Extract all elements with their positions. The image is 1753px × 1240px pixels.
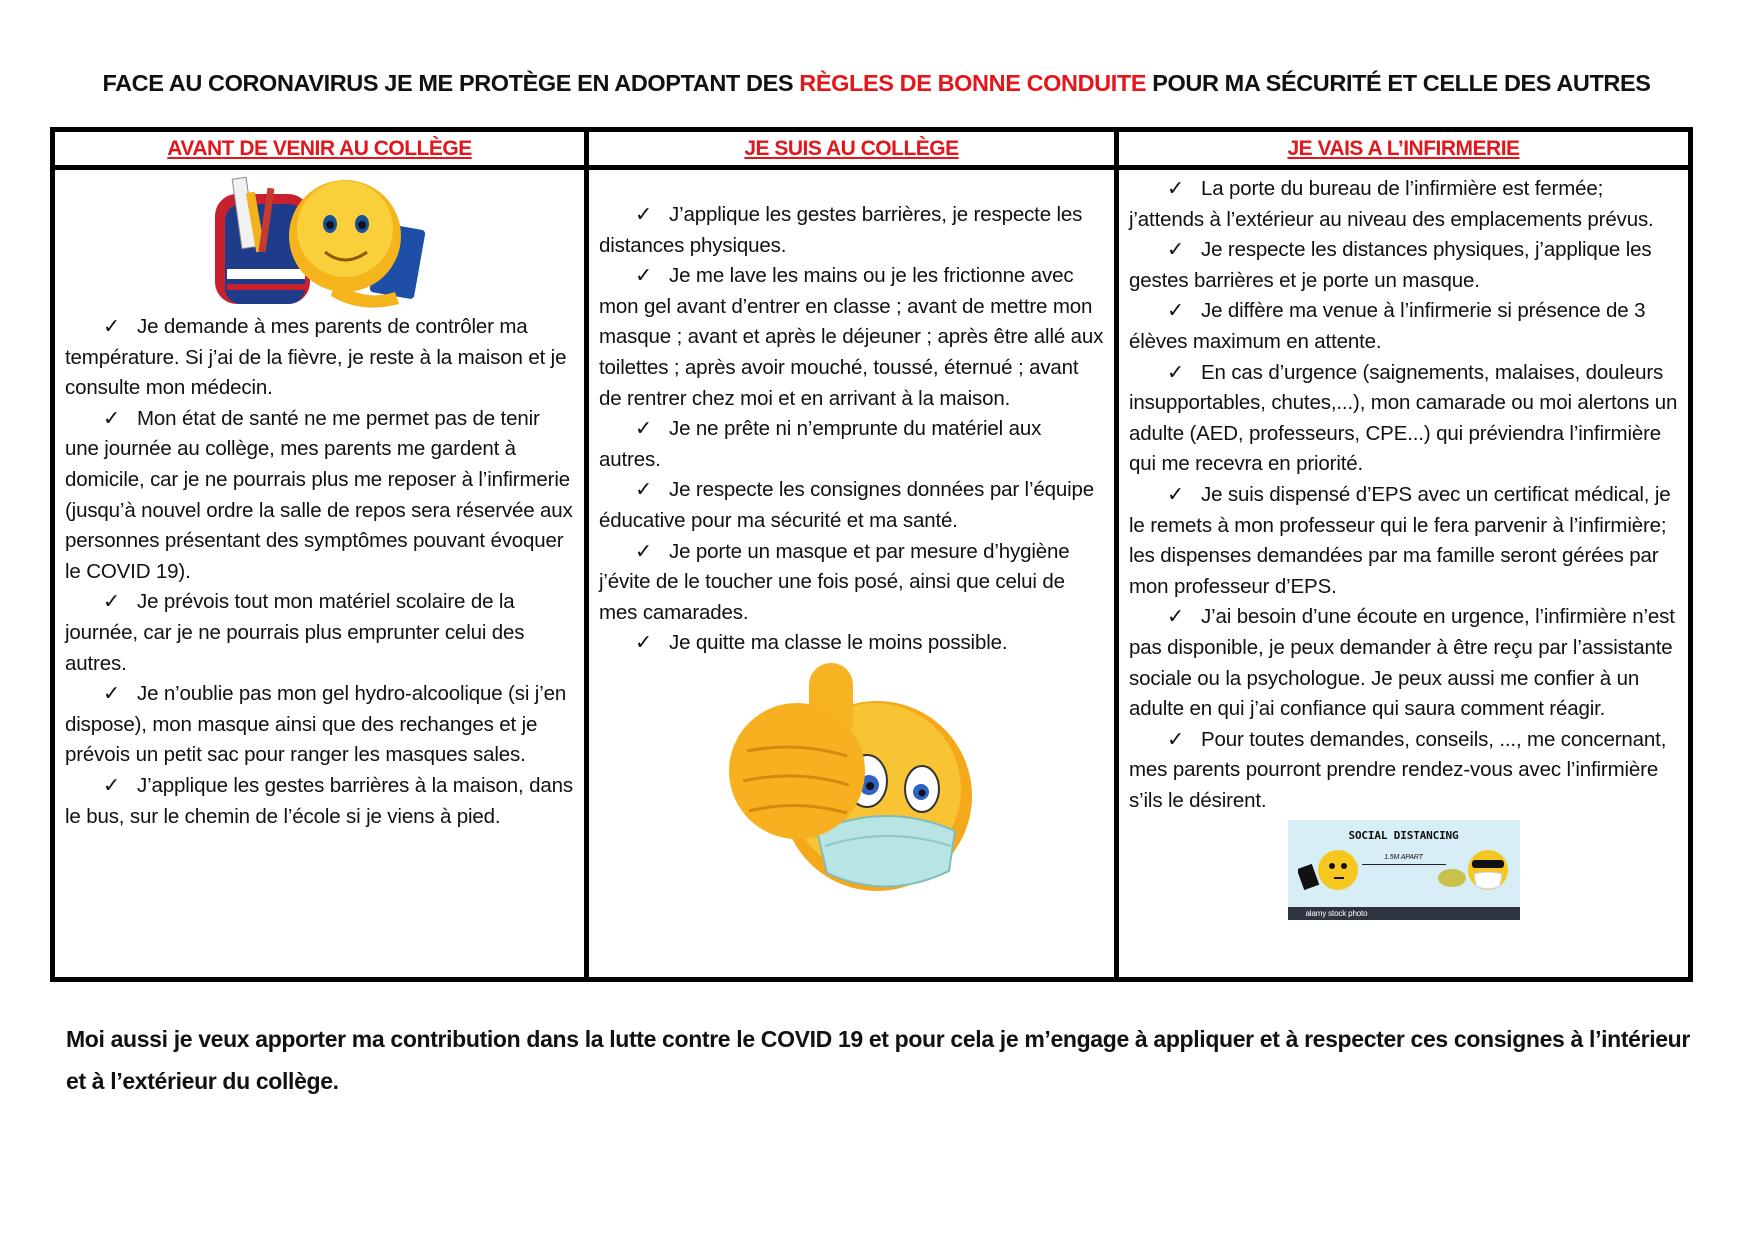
list-item: ✓ Je ne prête ni n’emprunte du matériel aux autres. [599, 414, 1104, 475]
rules-table [50, 127, 1693, 982]
check-icon: ✓ [635, 478, 653, 502]
title-part-1: FACE AU CORONAVIRUS JE ME PROTÈGE EN ADOPTANT DES [102, 70, 800, 96]
check-icon: ✓ [1167, 238, 1185, 262]
check-icon: ✓ [1167, 360, 1185, 384]
title-part-2: POUR MA SÉCURITÉ ET CELLE DES AUTRES [1146, 70, 1651, 96]
list-item: ✓ Je quitte ma classe le moins possible. [599, 628, 1104, 659]
page-title [0, 70, 1753, 97]
list-item: ✓ Je respecte les distances physiques, j’applique les gestes barrières et je porte un masque. [1129, 235, 1678, 296]
list-item: ✓ Je respecte les consignes données par l’équipe éducative pour ma sécurité et ma santé. [599, 475, 1104, 536]
column-header-at-school: JE SUIS AU COLLÈGE [584, 132, 1114, 170]
list-item: ✓ Je prévois tout mon matériel scolaire de la journée, car je ne pourrais plus emprunter celui des autres. [65, 587, 574, 679]
list-item: ✓ Je suis dispensé d’EPS avec un certificat médical, je le remets à mon professeur qui le fera parvenir à l’infirmière; les dispenses demandées par ma famille seront gérées par mon professeur d’EPS. [1129, 480, 1678, 602]
check-icon: ✓ [635, 264, 653, 288]
emoji-masked-sunglasses-icon [1438, 846, 1514, 898]
list-item: ✓ Je n’oublie pas mon gel hydro-alcoolique (si j’en dispose), mon masque ainsi que des rechanges et je prévois un petit sac pour ranger les masques sales. [65, 679, 574, 771]
check-icon: ✓ [1167, 482, 1185, 506]
column-header-before: AVANT DE VENIR AU COLLÈGE [55, 132, 584, 170]
check-icon: ✓ [103, 682, 121, 706]
list-item: ✓ Je porte un masque et par mesure d’hygiène j’évite de le toucher une fois posé, ainsi que celui de mes camarades. [599, 537, 1104, 629]
list-item: ✓ J’applique les gestes barrières à la maison, dans le bus, sur le chemin de l’école si je viens à pied. [65, 771, 574, 832]
check-icon: ✓ [103, 406, 121, 430]
check-icon: ✓ [1167, 727, 1185, 751]
check-icon: ✓ [635, 539, 653, 563]
check-icon: ✓ [635, 631, 653, 655]
list-item: ✓ J’ai besoin d’une écoute en urgence, l’infirmière n’est pas disponible, je peux demander à être reçu par l’assistante sociale ou la psychologue. Je peux aussi me confier à un adulte en qui j’ai confiance qui saura comment réagir. [1129, 602, 1678, 724]
image-distance-label: 1.5M APART [1384, 854, 1423, 862]
image-credit: alamy stock photo [1288, 907, 1520, 920]
list-item: ✓ Mon état de santé ne me permet pas de tenir une journée au collège, mes parents me gardent à domicile, car je ne pourrais plus me reposer à l’infirmerie (jusqu’à nouvel ordre la salle de repos sera réservée aux personnes présentant des symptômes pouvant évoquer le COVID 19). [65, 404, 574, 588]
check-icon: ✓ [1167, 299, 1185, 323]
check-icon: ✓ [103, 590, 121, 614]
image-caption: SOCIAL DISTANCING [1348, 829, 1459, 843]
list-item: ✓ La porte du bureau de l’infirmière est fermée; j’attends à l’extérieur au niveau des emplacements prévus. [1129, 174, 1678, 235]
check-icon: ✓ [635, 203, 653, 226]
column-infirmary [1114, 170, 1688, 977]
list-item: ✓ Pour toutes demandes, conseils, ..., me concernant, mes parents pourront prendre rendez-vous avec l’infirmière s’ils le désirent. [1129, 725, 1678, 817]
column-before [55, 170, 584, 977]
column-at-school [584, 170, 1114, 977]
social-distancing-image [1288, 820, 1520, 920]
distance-arrow-icon [1362, 864, 1446, 865]
title-highlight: RÈGLES DE BONNE CONDUITE [799, 70, 1147, 96]
list-item: ✓ En cas d’urgence (saignements, malaises, douleurs insupportables, chutes,...), mon camarade ou moi alertons un adulte (AED, professeurs, CPE...) qui préviendra l’infirmière qui me recevra en priorité. [1129, 358, 1678, 480]
masked-emoji-thumbs-up-icon [717, 661, 987, 901]
list-item: ✓ Je demande à mes parents de contrôler ma température. Si j’ai de la fièvre, je reste à la maison et je consulte mon médecin. [65, 312, 574, 404]
emoji-reading-icon [1298, 848, 1364, 898]
list-item: ✓ Je diffère ma venue à l’infirmerie si présence de 3 élèves maximum en attente. [1129, 296, 1678, 357]
list-item: ✓ Je me lave les mains ou je les frictionne avec mon gel avant d’entrer en classe ; avant de mettre mon masque ; avant et après le déjeuner ; après être allé aux toilettes ; après avoir mouché, toussé, éternué ; avant de rentrer chez moi et en arrivant à la maison. [599, 261, 1104, 414]
column-header-infirmary: JE VAIS A L’INFIRMERIE [1114, 132, 1688, 170]
check-icon: ✓ [1167, 605, 1185, 629]
check-icon: ✓ [1167, 177, 1185, 200]
list-item: ✓ J’applique les gestes barrières, je respecte les distances physiques. [599, 200, 1104, 261]
check-icon: ✓ [635, 417, 653, 441]
check-icon: ✓ [103, 773, 121, 797]
emoji-with-schoolbag-icon [185, 174, 455, 312]
check-icon: ✓ [103, 315, 121, 338]
commitment-statement: Moi aussi je veux apporter ma contribution dans la lutte contre le COVID 19 et pour cela je m’engage à appliquer et à respecter ces consignes à l’intérieur et à l’extérieur du collège. [66, 1026, 1690, 1094]
